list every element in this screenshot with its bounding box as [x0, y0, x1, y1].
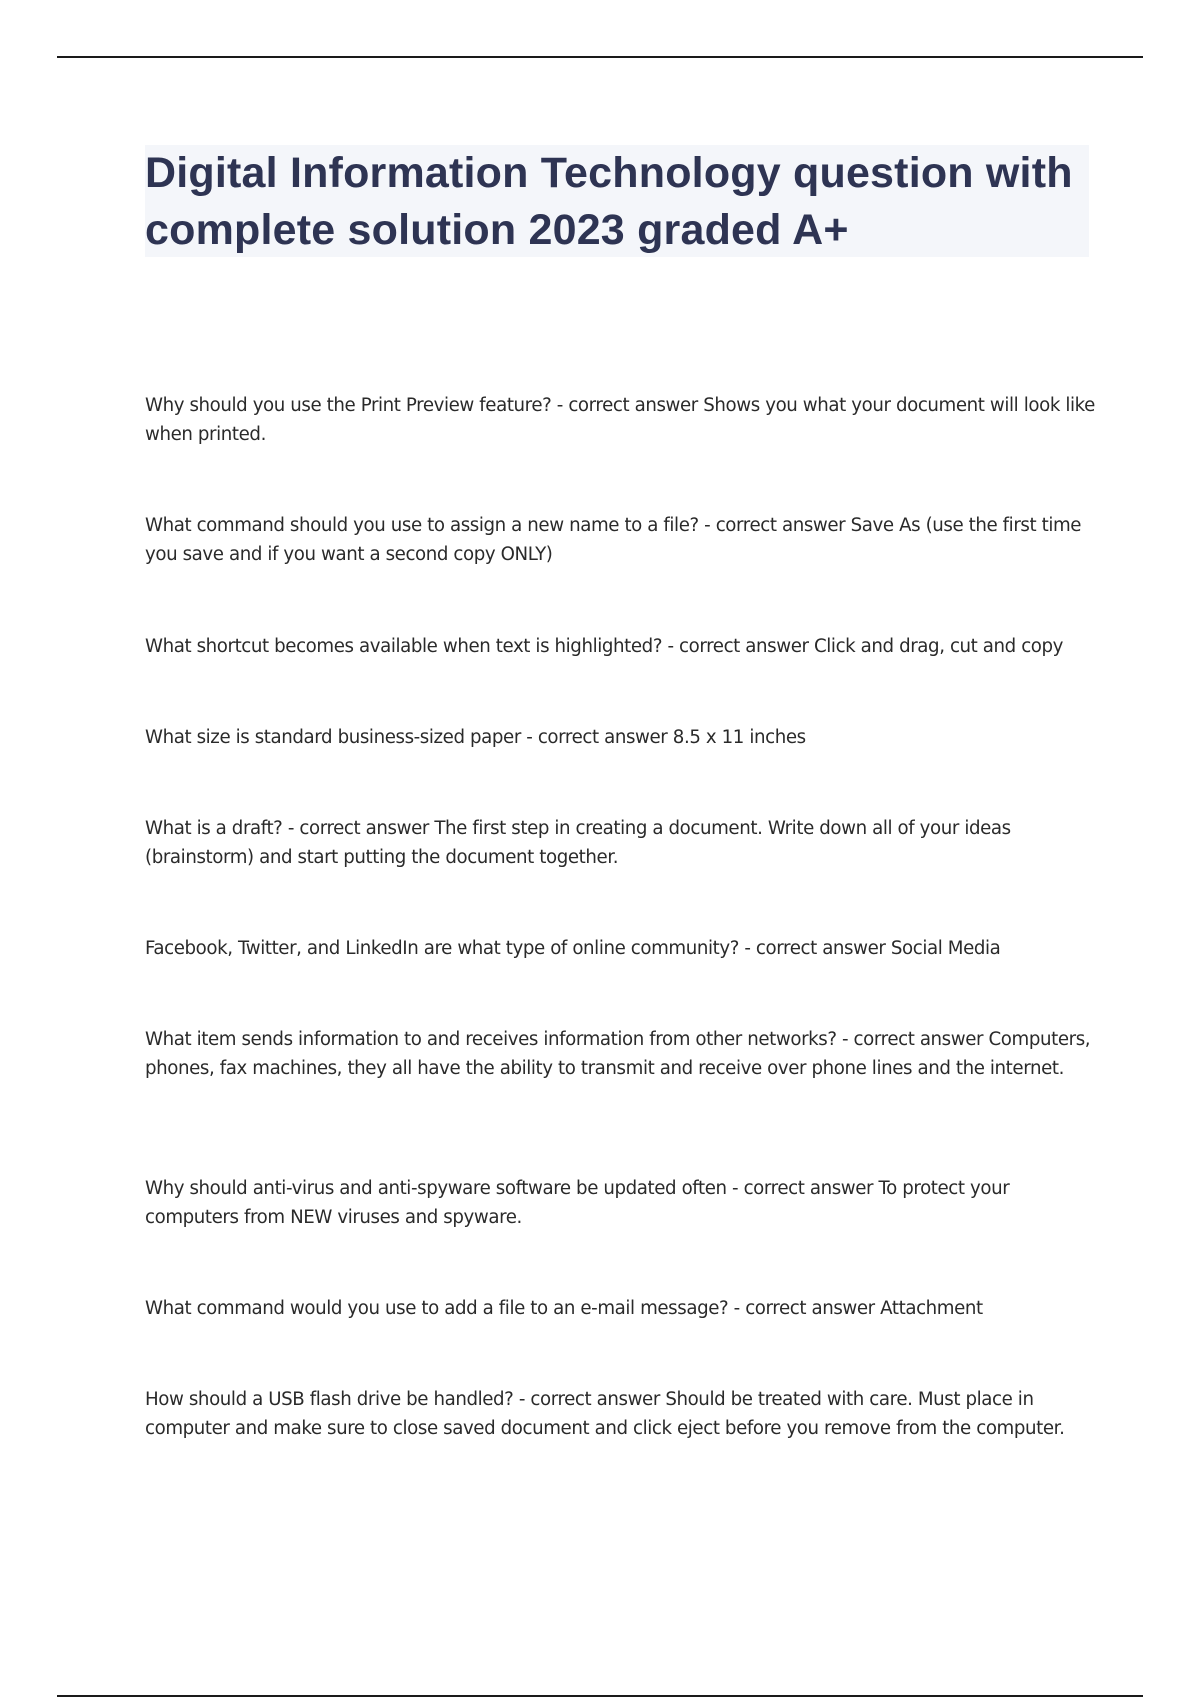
answer-text: 8.5 x 11 inches — [672, 727, 806, 748]
answer-text: To protect your computers from NEW viruses and spyware. — [145, 1178, 1010, 1228]
question-text: What command would you use to add a file to an e-mail message? — [145, 1298, 729, 1319]
answer-separator: - correct answer — [836, 1029, 989, 1050]
question-text: What item sends information to and receives information from other networks? — [145, 1029, 837, 1050]
qa-item-8 — [145, 1175, 1095, 1232]
answer-separator: - correct answer — [282, 818, 435, 839]
answer-text: Computers, phones, fax machines, they all have the ability to transmit and receive over phone lines and the internet. — [145, 1029, 1091, 1079]
answer-separator: - correct answer — [551, 395, 704, 416]
qa-item-9 — [145, 1295, 1095, 1324]
answer-separator: - correct answer — [728, 1298, 881, 1319]
answer-separator: - correct answer — [726, 1178, 879, 1199]
qa-item-5 — [145, 815, 1095, 872]
answer-text: The first step in creating a document. Write down all of your ideas (brainstorm) and start putting the document together. — [145, 818, 1011, 868]
answer-text: Social Media — [890, 938, 1001, 959]
qa-item-6 — [145, 935, 1095, 964]
question-text: What command should you use to assign a new name to a file? — [145, 515, 699, 536]
answer-separator: - correct answer — [662, 636, 814, 657]
question-text: Why should you use the Print Preview feature? — [145, 395, 552, 416]
qa-item-7 — [145, 1026, 1095, 1083]
question-text: What is a draft? — [145, 818, 283, 839]
answer-text: Click and drag, cut and copy — [813, 636, 1064, 657]
question-text: What shortcut becomes available when text is highlighted? — [145, 636, 663, 657]
answer-text: Save As (use the first time you save and if you want a second copy ONLY) — [145, 515, 1082, 565]
question-text: Facebook, Twitter, and LinkedIn are what type of online community? — [145, 938, 739, 959]
question-text: What size is standard business-sized paper — [145, 727, 521, 748]
answer-separator: - correct answer — [520, 727, 673, 748]
answer-text: Shows you what your document will look like when printed. — [145, 395, 1095, 445]
bottom-rule — [57, 1695, 1143, 1697]
top-rule — [57, 56, 1143, 58]
qa-item-10 — [145, 1386, 1095, 1443]
qa-item-4 — [145, 724, 1095, 753]
qa-item-3 — [145, 633, 1095, 662]
qa-item-1 — [145, 392, 1095, 449]
answer-separator: - correct answer — [698, 515, 851, 536]
answer-separator: - correct answer — [513, 1389, 666, 1410]
answer-separator: - correct answer — [739, 938, 891, 959]
question-text: Why should anti-virus and anti-spyware software be updated often — [145, 1178, 727, 1199]
answer-text: Should be treated with care. Must place in computer and make sure to close saved document and click eject before you remove from the computer. — [145, 1389, 1065, 1439]
title-box — [145, 145, 1089, 257]
question-text: How should a USB flash drive be handled? — [145, 1389, 514, 1410]
answer-text: Attachment — [880, 1298, 983, 1319]
document-title: Digital Information Technology question with complete solution 2023 graded A+ — [145, 149, 1073, 254]
qa-item-2 — [145, 512, 1095, 569]
